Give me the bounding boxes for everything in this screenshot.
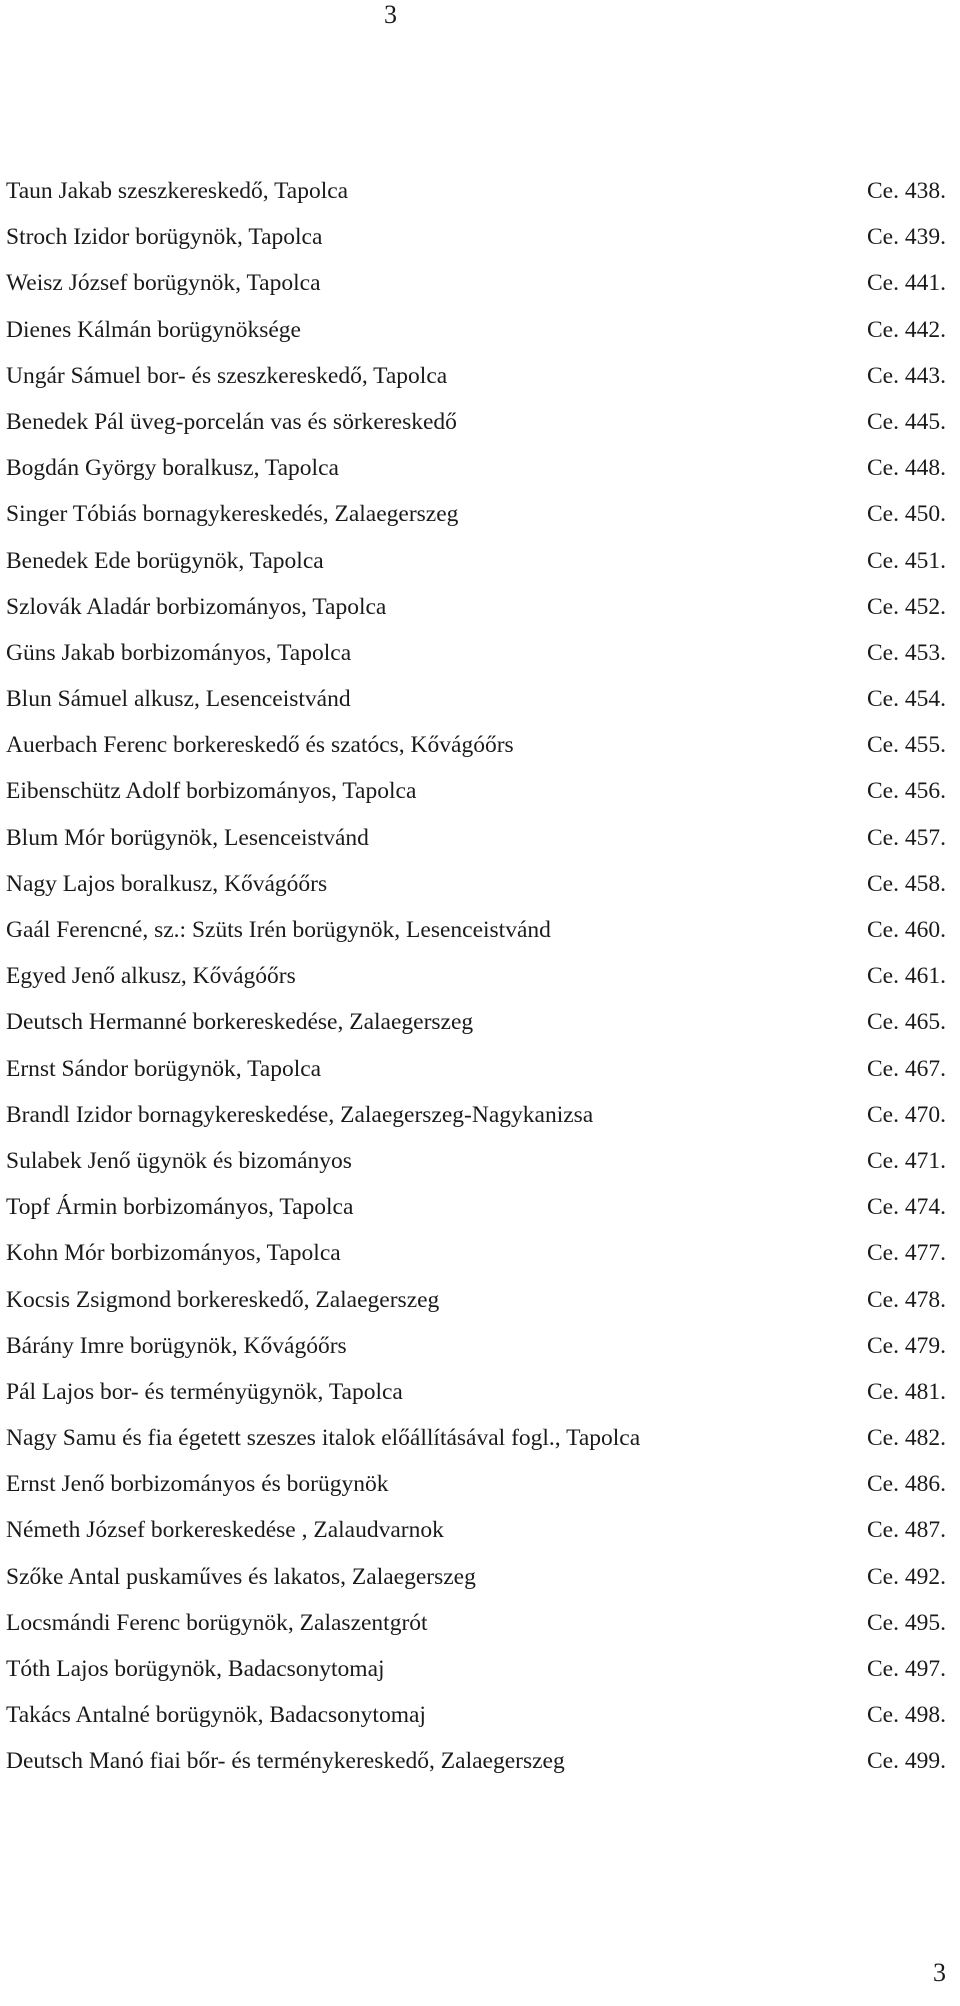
list-item — [6, 907, 960, 953]
entry-reference: Ce. 458. — [867, 870, 946, 897]
entry-name: Szlovák Aladár borbizományos, Tapolca — [6, 593, 387, 620]
list-item — [6, 353, 960, 399]
list-item — [6, 1600, 960, 1646]
list-item — [6, 722, 960, 768]
list-item — [6, 1461, 960, 1507]
entry-reference: Ce. 442. — [867, 316, 946, 343]
list-item — [6, 953, 960, 999]
entry-reference: Ce. 497. — [867, 1656, 946, 1682]
entry-name: Auerbach Ferenc borkereskedő és szatócs, Kővágóőrs — [6, 732, 514, 759]
entry-reference: Ce. 445. — [867, 408, 946, 435]
list-item — [6, 1415, 960, 1461]
entry-name: Takács Antalné borügynök, Badacsonytomaj — [6, 1702, 426, 1729]
entry-reference: Ce. 455. — [867, 732, 946, 759]
list-item — [6, 168, 960, 214]
entry-name: Deutsch Manó fiai bőr- és terménykereskedő, Zalaegerszeg — [6, 1748, 565, 1775]
entry-reference: Ce. 465. — [867, 1009, 946, 1036]
list-item — [6, 1554, 960, 1600]
entry-reference: Ce. 456. — [867, 778, 946, 805]
list-item — [6, 584, 960, 630]
entry-name: Locsmándi Ferenc borügynök, Zalaszentgrót — [6, 1609, 428, 1636]
entry-name: Blum Mór borügynök, Lesenceistvánd — [6, 824, 369, 851]
list-item — [6, 1692, 960, 1738]
list-item — [6, 445, 960, 491]
entry-reference: Ce. 470. — [867, 1101, 946, 1128]
list-item — [6, 815, 960, 861]
page-number-top: 3 — [384, 0, 397, 29]
list-item — [6, 1184, 960, 1230]
entry-reference: Ce. 454. — [867, 686, 946, 713]
entry-name: Weisz József borügynök, Tapolca — [6, 270, 321, 297]
entry-name: Németh József borkereskedése , Zalaudvarnok — [6, 1517, 444, 1544]
entry-reference: Ce. 451. — [867, 547, 946, 574]
entry-name: Ernst Jenő borbizományos és borügynök — [6, 1471, 389, 1498]
entry-name: Szőke Antal puskaműves és lakatos, Zalaegerszeg — [6, 1563, 476, 1590]
entry-reference: Ce. 441. — [867, 270, 946, 297]
entry-reference: Ce. 492. — [867, 1563, 946, 1590]
list-item — [6, 538, 960, 584]
list-item — [6, 1138, 960, 1184]
list-item — [6, 676, 960, 722]
entry-reference: Ce. 498. — [867, 1702, 946, 1729]
list-item — [6, 1323, 960, 1369]
entry-name: Egyed Jenő alkusz, Kővágóőrs — [6, 963, 296, 990]
entry-name: Dienes Kálmán borügynöksége — [6, 316, 301, 343]
entry-name: Singer Tóbiás bornagykereskedés, Zalaegerszeg — [6, 501, 459, 528]
entry-reference: Ce. 474. — [867, 1194, 946, 1221]
entry-reference: Ce. 450. — [867, 501, 946, 528]
entry-reference: Ce. 487. — [867, 1517, 946, 1544]
list-item — [6, 1230, 960, 1276]
entry-reference: Ce. 479. — [867, 1332, 946, 1359]
entry-list — [6, 168, 960, 1785]
entry-reference: Ce. 443. — [867, 362, 946, 389]
list-item — [6, 861, 960, 907]
entry-reference: Ce. 439. — [867, 224, 946, 251]
entry-reference: Ce. 477. — [867, 1240, 946, 1267]
entry-reference: Ce. 499. — [867, 1748, 946, 1775]
list-item — [6, 214, 960, 260]
entry-name: Bárány Imre borügynök, Kővágóőrs — [6, 1332, 347, 1359]
list-item — [6, 1092, 960, 1138]
list-item — [6, 1369, 960, 1415]
list-item — [6, 1507, 960, 1553]
entry-name: Brandl Izidor bornagykereskedése, Zalaegerszeg-Nagykanizsa — [6, 1101, 594, 1128]
entry-reference: Ce. 467. — [867, 1055, 946, 1082]
entry-reference: Ce. 461. — [867, 963, 946, 990]
entry-reference: Ce. 438. — [867, 178, 946, 204]
list-item — [6, 999, 960, 1045]
entry-name: Tóth Lajos borügynök, Badacsonytomaj — [6, 1656, 385, 1682]
list-item — [6, 307, 960, 353]
entry-name: Benedek Pál üveg-porcelán vas és sörkereskedő — [6, 408, 457, 435]
entry-name: Gaál Ferencné, sz.: Szüts Irén borügynök, Lesenceistvánd — [6, 917, 551, 943]
entry-reference: Ce. 481. — [867, 1378, 946, 1405]
list-item — [6, 1046, 960, 1092]
list-item — [6, 491, 960, 537]
entry-name: Taun Jakab szeszkereskedő, Tapolca — [6, 178, 349, 204]
entry-name: Pál Lajos bor- és terményügynök, Tapolca — [6, 1378, 403, 1405]
list-item — [6, 1277, 960, 1323]
entry-name: Ungár Sámuel bor- és szeszkereskedő, Tapolca — [6, 362, 448, 389]
list-item — [6, 768, 960, 814]
list-item — [6, 260, 960, 306]
entry-name: Blun Sámuel alkusz, Lesenceistvánd — [6, 686, 351, 713]
entry-name: Stroch Izidor borügynök, Tapolca — [6, 224, 323, 251]
entry-name: Bogdán György boralkusz, Tapolca — [6, 455, 339, 482]
entry-name: Ernst Sándor borügynök, Tapolca — [6, 1055, 322, 1082]
entry-reference: Ce. 452. — [867, 593, 946, 620]
entry-reference: Ce. 460. — [867, 917, 946, 943]
entry-name: Kohn Mór borbizományos, Tapolca — [6, 1240, 341, 1267]
entry-reference: Ce. 448. — [867, 455, 946, 482]
entry-reference: Ce. 453. — [867, 639, 946, 666]
list-item — [6, 1738, 960, 1784]
entry-name: Kocsis Zsigmond borkereskedő, Zalaegerszeg — [6, 1286, 440, 1313]
entry-name: Güns Jakab borbizományos, Tapolca — [6, 639, 352, 666]
entry-reference: Ce. 495. — [867, 1609, 946, 1636]
list-item — [6, 1646, 960, 1692]
entry-name: Nagy Lajos boralkusz, Kővágóőrs — [6, 870, 328, 897]
entry-name: Eibenschütz Adolf borbizományos, Tapolca — [6, 778, 417, 805]
entry-name: Topf Ármin borbizományos, Tapolca — [6, 1194, 354, 1221]
entry-name: Deutsch Hermanné borkereskedése, Zalaegerszeg — [6, 1009, 474, 1036]
list-item — [6, 630, 960, 676]
entry-reference: Ce. 457. — [867, 824, 946, 851]
entry-name: Sulabek Jenő ügynök és bizományos — [6, 1147, 352, 1174]
page-number-bottom: 3 — [933, 1958, 946, 1987]
entry-name: Nagy Samu és fia égetett szeszes italok előállításával fogl., Tapolca — [6, 1425, 641, 1452]
list-item — [6, 399, 960, 445]
entry-reference: Ce. 478. — [867, 1286, 946, 1313]
entry-reference: Ce. 471. — [867, 1147, 946, 1174]
entry-reference: Ce. 486. — [867, 1471, 946, 1498]
entry-name: Benedek Ede borügynök, Tapolca — [6, 547, 324, 574]
entry-reference: Ce. 482. — [867, 1425, 946, 1452]
